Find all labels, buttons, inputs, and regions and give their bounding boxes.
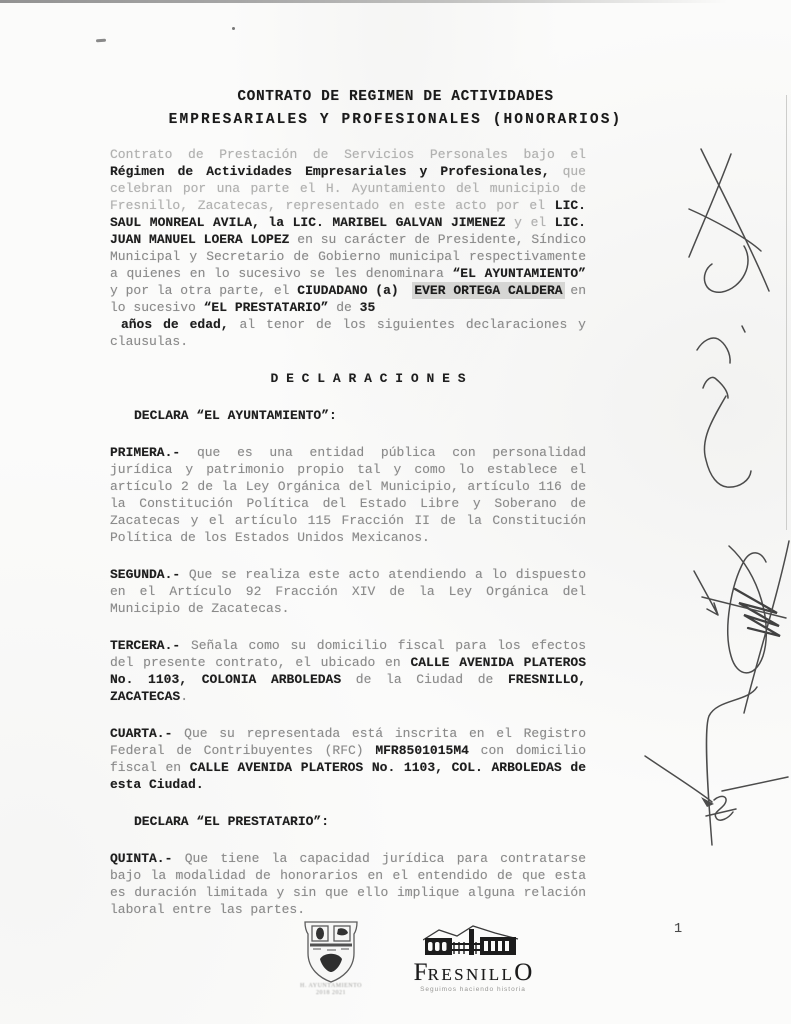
text-run: bajo la modalidad de honorarios en el entendido de que esta	[110, 868, 586, 883]
pen-scribble-top-right	[689, 149, 769, 292]
text-run: Fresnillo, Zacatecas, representado en este acto por el	[110, 198, 555, 213]
text-run: LIC.	[554, 215, 586, 230]
text-line	[110, 671, 586, 688]
paragraph	[110, 146, 586, 350]
pen-arrow-marks	[645, 687, 788, 845]
text-run: LIC.	[554, 198, 586, 213]
text-run: esta Ciudad.	[110, 777, 204, 792]
text-line	[110, 461, 586, 478]
text-run: Que su representada está inscrita en el Registro	[172, 726, 586, 741]
text-run: del presente contrato, el ubicado en	[110, 655, 411, 670]
highlighted-name: EVER ORTEGA CALDERA	[414, 283, 563, 298]
text-run: y por la otra parte, el	[110, 283, 298, 298]
text-run: de la Ciudad de	[341, 672, 508, 687]
text-run: CIUDADANO (a)	[297, 283, 407, 298]
text-line	[110, 316, 586, 333]
coat-of-arms-caption-line1: H. AYUNTAMIENTO	[299, 983, 363, 989]
text-line	[110, 146, 586, 163]
text-line	[110, 867, 586, 884]
text-run: .	[180, 689, 189, 704]
page-edge-shadow	[786, 95, 787, 530]
text-line	[110, 299, 586, 316]
text-run: con domicilio	[468, 743, 586, 758]
text-run: jurídica y patrimonio propio tal y como lo establece el	[110, 462, 586, 477]
text-line	[110, 180, 586, 197]
fresnillo-tagline: Seguimos haciendo historia	[420, 986, 526, 993]
text-line	[110, 333, 586, 350]
text-run: Que se realiza este acto atendiendo a lo dispuesto	[180, 567, 586, 582]
text-run: de	[328, 300, 360, 315]
text-run: Que tiene la capacidad jurídica para contratarse	[172, 851, 586, 866]
text-line	[110, 850, 586, 867]
text-run: clausulas.	[110, 334, 189, 349]
text-run: Municipio de Zacatecas.	[110, 601, 290, 616]
coat-of-arms-caption-line2: 2018 2021	[316, 990, 346, 996]
text-run: años de edad,	[110, 317, 229, 332]
text-run: CALLE AVENIDA PLATEROS	[410, 655, 586, 670]
text-run: fiscal en	[110, 760, 190, 775]
text-run: QUINTA.-	[110, 851, 173, 866]
wordmark-final: O	[514, 959, 533, 986]
text-line	[110, 495, 586, 512]
text-run: a quienes en lo sucesivo se les denominara	[110, 266, 453, 281]
text-run: SEGUNDA.-	[110, 567, 181, 582]
text-run: que es una entidad pública con personalidad	[180, 445, 586, 460]
text-line	[110, 444, 586, 461]
declaraciones-heading: D E C L A R A C I O N E S	[270, 371, 466, 386]
text-run: Régimen de Actividades Empresariales y Profesionales,	[110, 164, 550, 179]
paragraph	[110, 850, 586, 918]
text-run: al tenor de los siguientes declaraciones y	[228, 317, 586, 332]
text-run: MFR8501015M4	[375, 743, 469, 758]
scan-speck	[96, 39, 106, 43]
text-run: en	[562, 283, 586, 298]
text-line	[110, 654, 586, 671]
paragraph	[110, 566, 586, 617]
paragraph	[110, 637, 586, 705]
text-line	[110, 282, 586, 299]
wordmark-initial: F	[413, 959, 428, 986]
text-run: Política de los Estados Unidos Mexicanos.	[110, 530, 430, 545]
section-heading: DECLARA “EL AYUNTAMIENTO”:	[134, 408, 337, 423]
document-title-line1: CONTRATO DE REGIMEN DE ACTIVIDADES	[237, 89, 554, 105]
text-run: 35	[359, 300, 376, 315]
text-line	[110, 163, 586, 180]
document-title-line2: EMPRESARIALES Y PROFESIONALES (HONORARIOS)	[168, 112, 623, 128]
text-line	[110, 637, 586, 654]
text-line	[110, 512, 586, 529]
text-line	[110, 884, 586, 901]
text-run: celebran por una parte el H. Ayuntamiento del municipio de	[110, 181, 586, 196]
text-line	[110, 478, 586, 495]
text-run: PRIMERA.-	[110, 445, 181, 460]
text-run: SAUL MONREAL AVILA, la LIC. MARIBEL GALVAN JIMENEZ	[110, 215, 506, 230]
text-run: la Constitución Política del Estado Libre y Soberano de	[110, 496, 586, 511]
pen-scribble-cursive	[697, 326, 751, 487]
text-line	[110, 214, 586, 231]
fresnillo-buildings-icon	[423, 925, 523, 961]
text-line	[110, 248, 586, 265]
text-run: CALLE AVENIDA PLATEROS No. 1103, COL. ARBOLEDAS de	[189, 760, 586, 775]
text-run: Contrato de Prestación de Servicios Personales bajo el	[110, 147, 586, 162]
text-run: lo sucesivo	[110, 300, 204, 315]
text-run: Señala como su domicilio fiscal para los efectos	[180, 638, 586, 653]
text-line	[110, 725, 586, 742]
text-run: y el	[505, 215, 555, 230]
text-run: Federal de Contribuyentes (RFC)	[110, 743, 376, 758]
text-run: Zacatecas y el artículo 115 Fracción II de la Constitución	[110, 513, 586, 528]
text-run: en su carácter de Presidente, Síndico	[289, 232, 586, 247]
document-body	[110, 146, 586, 938]
text-run: No. 1103, COLONIA ARBOLEDAS	[110, 672, 342, 687]
text-run: TERCERA.-	[110, 638, 181, 653]
text-run: en el Artículo 92 Fracción XIV de la Ley Orgánica del	[110, 584, 586, 599]
page-number: 1	[674, 922, 683, 937]
section-heading: DECLARA “EL PRESTATARIO”:	[134, 814, 330, 829]
text-line	[110, 600, 586, 617]
coat-of-arms-logo	[299, 919, 363, 983]
wordmark-middle: RESNILL	[427, 965, 515, 984]
text-line	[110, 688, 586, 705]
text-line	[110, 759, 586, 776]
text-line	[110, 529, 586, 546]
text-line	[110, 583, 586, 600]
text-run: es duración limitada y sin que ello implique alguna relación	[110, 885, 586, 900]
text-run: ZACATECAS	[110, 689, 181, 704]
text-line	[110, 566, 586, 583]
fresnillo-logo	[398, 925, 548, 993]
text-run: que	[549, 164, 586, 179]
text-run: “EL PRESTATARIO”	[203, 300, 329, 315]
text-line	[110, 265, 586, 282]
text-line	[110, 231, 586, 248]
text-run: JUAN MANUEL LOERA LOPEZ	[110, 232, 290, 247]
document-title	[0, 86, 791, 132]
fresnillo-wordmark	[398, 961, 548, 988]
coat-of-arms-caption	[292, 983, 370, 997]
text-run: laboral entre las partes.	[110, 902, 306, 917]
paragraph	[110, 725, 586, 793]
text-line	[110, 742, 586, 759]
scan-speck	[232, 27, 235, 30]
text-run: FRESNILLO,	[507, 672, 586, 687]
text-line	[110, 901, 586, 918]
text-run: Municipal y Secretario de Gobierno municipal respectivamente	[110, 249, 586, 264]
text-run: CUARTA.-	[110, 726, 173, 741]
text-run: artículo 2 de la Ley Orgánica del Municipio, artículo 116 de	[110, 479, 586, 494]
text-line	[110, 197, 586, 214]
pen-signature-rubric	[694, 541, 789, 713]
paragraph	[110, 444, 586, 546]
text-run: “EL AYUNTAMIENTO”	[452, 266, 586, 281]
text-line	[110, 776, 586, 793]
scan-edge-artifact	[0, 0, 791, 3]
